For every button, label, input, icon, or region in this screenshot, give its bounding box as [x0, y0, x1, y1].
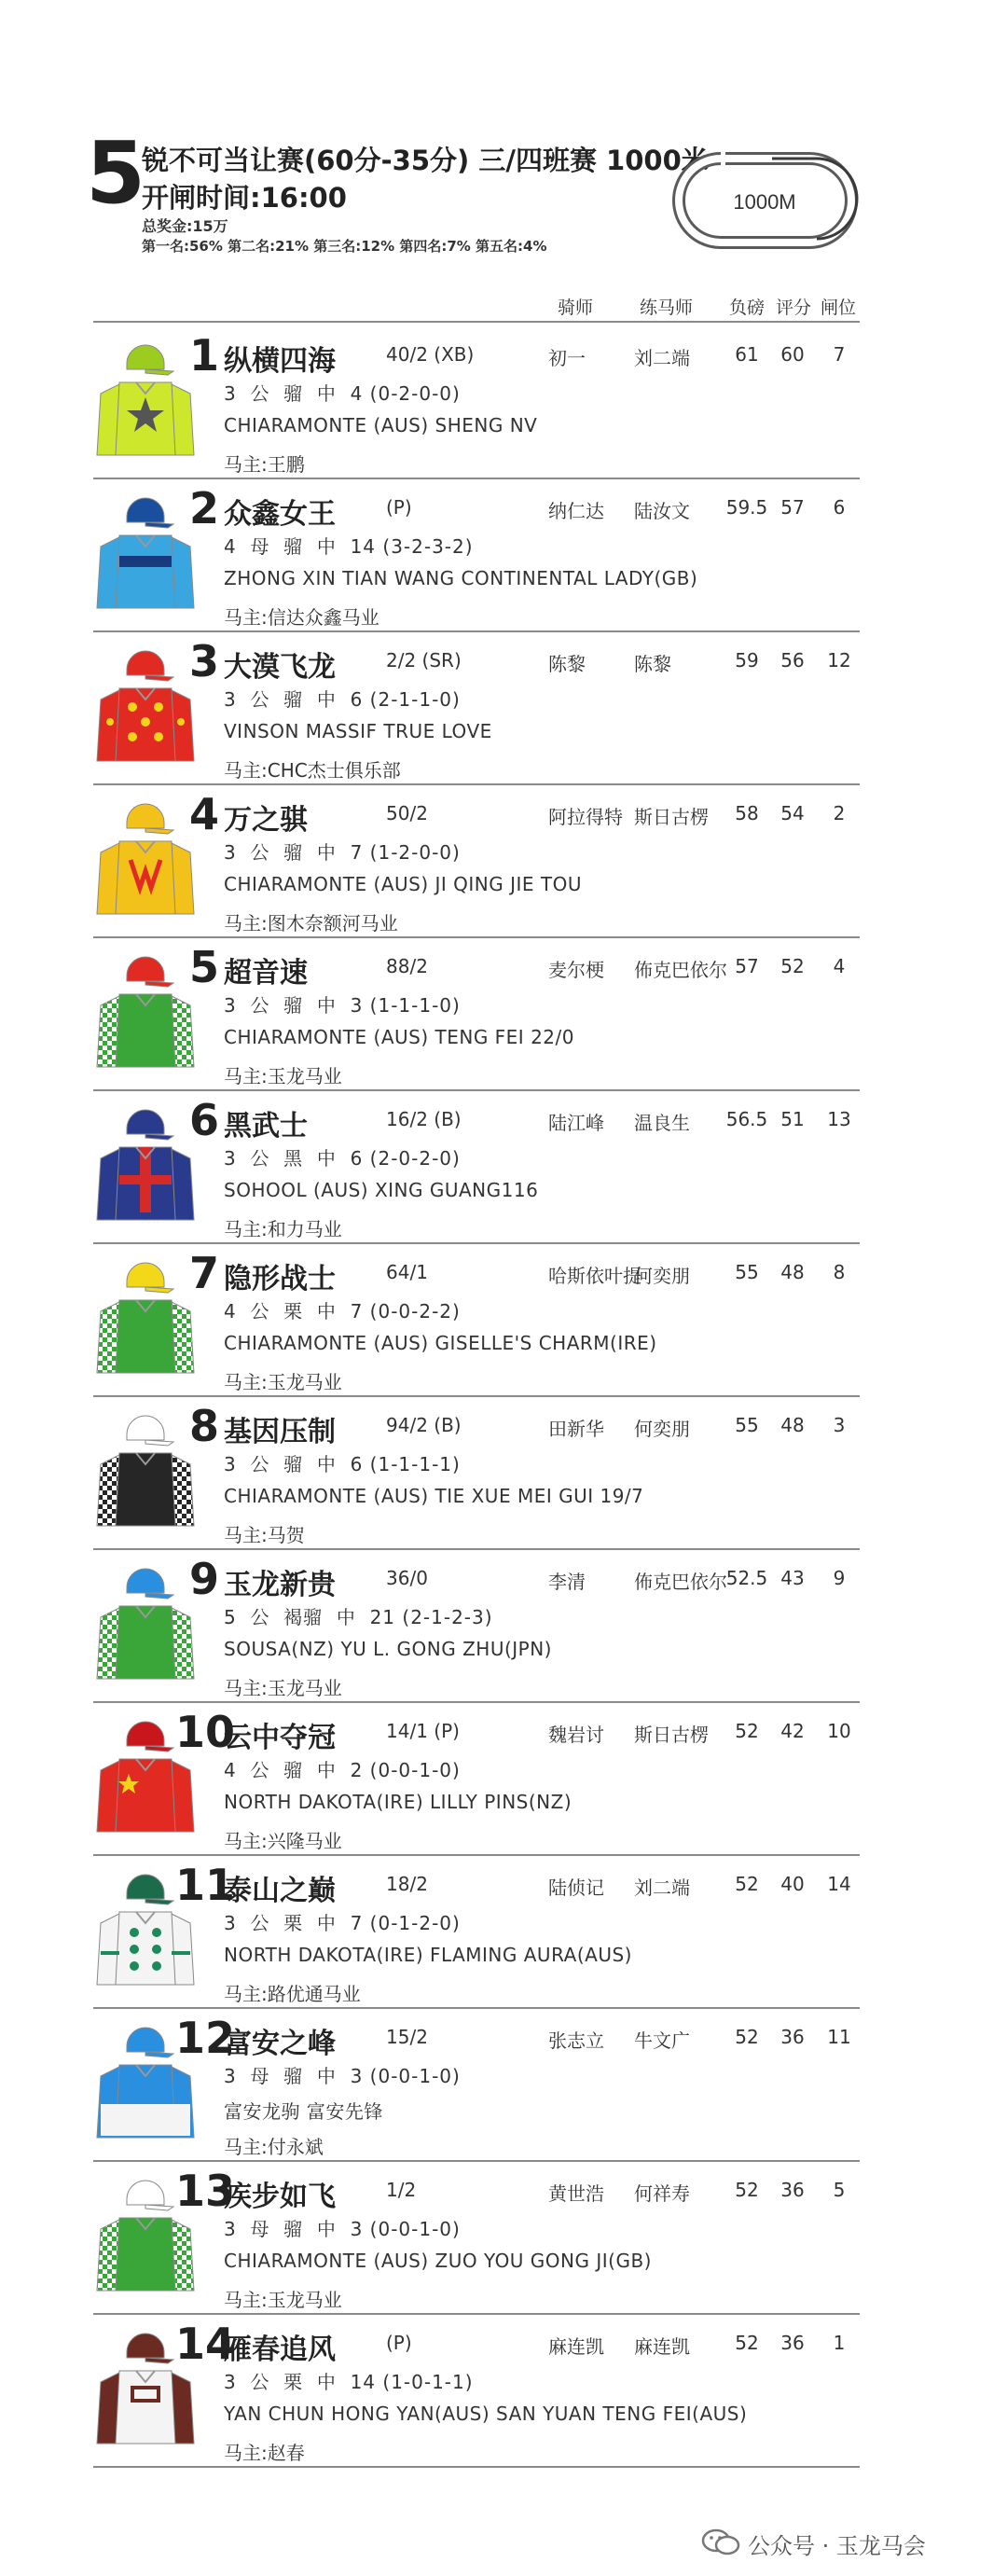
horse-profile: 3 公 栗 中 7 (0-1-2-0): [224, 1912, 461, 1934]
runner-number: 4: [188, 789, 219, 839]
runner-row: [0, 479, 1007, 632]
barrier-draw: 14: [827, 1873, 851, 1895]
horse-name: 众鑫女王: [224, 498, 336, 531]
owner-name: 马主:王鹏: [224, 453, 305, 476]
horse-profile: 3 公 骝 中 3 (1-1-1-0): [224, 994, 461, 1017]
odds: 64/1: [386, 1261, 428, 1283]
jockey-name: 田新华: [548, 1418, 604, 1440]
rating: 57: [780, 496, 805, 519]
carried-weight: 57: [735, 955, 759, 977]
carried-weight: 52: [735, 2026, 759, 2048]
odds: 2/2 (SR): [386, 649, 462, 672]
odds: 50/2: [386, 802, 428, 824]
horse-profile: 3 公 栗 中 14 (1-0-1-1): [224, 2371, 474, 2393]
pedigree: VINSON MASSIF TRUE LOVE: [224, 720, 492, 742]
jockey-name: 张志立: [548, 2029, 604, 2052]
runner-row: [0, 1397, 1007, 1550]
race-header: [0, 0, 1007, 308]
trainer-name: 陆汝文: [634, 500, 690, 522]
carried-weight: 52.5: [725, 1567, 768, 1589]
col-header-jockey: 骑师: [558, 298, 594, 318]
header-divider: [93, 321, 860, 323]
pedigree: 富安龙驹 富安先锋: [224, 2100, 383, 2123]
race-title: 锐不可当让赛(60分-35分) 三/四班赛 1000米: [142, 145, 709, 176]
jockey-name: 麦尔梗: [548, 959, 604, 981]
runner-row: [0, 1703, 1007, 1856]
barrier-draw: 11: [827, 2026, 851, 2048]
trainer-name: 刘二端: [634, 347, 690, 369]
runner-row: [0, 1550, 1007, 1703]
rating: 40: [780, 1873, 805, 1895]
horse-profile: 4 母 骝 中 14 (3-2-3-2): [224, 535, 474, 558]
barrier-draw: 7: [833, 343, 846, 366]
carried-weight: 52: [735, 2332, 759, 2354]
col-header-weight: 负磅: [729, 298, 766, 318]
trainer-name: 温良生: [634, 1112, 690, 1134]
barrier-draw: 12: [827, 649, 851, 672]
rating: 43: [780, 1567, 805, 1589]
carried-weight: 61: [735, 343, 759, 366]
trainer-name: 佈克巴依尔: [634, 959, 727, 981]
horse-name: 黑武士: [224, 1110, 308, 1143]
barrier-draw: 10: [827, 1720, 851, 1742]
carried-weight: 59.5: [725, 496, 768, 519]
runner-row: [0, 1856, 1007, 2009]
trainer-name: 斯日古楞: [634, 806, 709, 828]
runner-number: 7: [188, 1248, 219, 1298]
barrier-draw: 1: [833, 2332, 846, 2354]
runner-number: 8: [188, 1401, 219, 1451]
odds: (P): [386, 2332, 412, 2354]
pedigree: CHIARAMONTE (AUS) SHENG NV: [224, 414, 538, 436]
trainer-name: 麻连凯: [634, 2335, 690, 2358]
runner-number: 14: [175, 2319, 236, 2369]
barrier-draw: 4: [833, 955, 846, 977]
runner-row: [0, 2162, 1007, 2315]
runner-row: [0, 938, 1007, 1091]
horse-profile: 3 公 骝 中 4 (0-2-0-0): [224, 382, 461, 405]
pedigree: CHIARAMONTE (AUS) ZUO YOU GONG JI(GB): [224, 2250, 652, 2272]
rating: 48: [780, 1414, 805, 1436]
runner-row: [0, 1244, 1007, 1397]
rating: 56: [780, 649, 805, 672]
pedigree: NORTH DAKOTA(IRE) LILLY PINS(NZ): [224, 1791, 572, 1813]
horse-name: 超音速: [224, 957, 308, 990]
owner-name: 马主:付永斌: [224, 2136, 324, 2158]
watermark-text: 公众号 · 玉龙马会: [748, 2533, 926, 2559]
odds: 40/2 (XB): [386, 343, 475, 366]
horse-name: 泰山之巅: [224, 1875, 336, 1907]
pedigree: NORTH DAKOTA(IRE) FLAMING AURA(AUS): [224, 1944, 632, 1966]
horse-profile: 3 母 骝 中 3 (0-0-1-0): [224, 2218, 461, 2240]
trainer-name: 陈黎: [634, 653, 671, 675]
horse-name: 富安之峰: [224, 2028, 336, 2060]
horse-profile: 3 公 骝 中 6 (1-1-1-1): [224, 1453, 461, 1475]
runner-row: [0, 632, 1007, 785]
barrier-draw: 6: [833, 496, 846, 519]
runner-row: [0, 1091, 1007, 1244]
pedigree: SOUSA(NZ) YU L. GONG ZHU(JPN): [224, 1638, 552, 1660]
runner-row: [0, 2009, 1007, 2162]
odds: 36/0: [386, 1567, 428, 1589]
horse-profile: 3 公 骝 中 6 (2-1-1-0): [224, 688, 461, 711]
owner-name: 马主:马贺: [224, 1524, 305, 1546]
rating: 48: [780, 1261, 805, 1283]
jockey-name: 初一: [548, 347, 586, 369]
horse-name: 基因压制: [224, 1416, 336, 1448]
owner-name: 马主:兴隆马业: [224, 1830, 342, 1852]
runner-number: 11: [175, 1860, 236, 1910]
odds: 15/2: [386, 2026, 428, 2048]
horse-name: 云中夺冠: [224, 1722, 336, 1754]
horse-profile: 3 公 黑 中 6 (2-0-2-0): [224, 1147, 461, 1170]
barrier-draw: 13: [827, 1108, 851, 1130]
jockey-name: 李清: [548, 1571, 586, 1593]
rating: 36: [780, 2026, 805, 2048]
jockey-name: 纳仁达: [548, 500, 604, 522]
runner-number: 1: [188, 330, 219, 381]
odds: 18/2: [386, 1873, 428, 1895]
odds: 88/2: [386, 955, 428, 977]
horse-profile: 4 公 栗 中 7 (0-0-2-2): [224, 1300, 461, 1323]
owner-name: 马主:和力马业: [224, 1218, 342, 1240]
horse-profile: 3 公 骝 中 7 (1-2-0-0): [224, 841, 461, 864]
jockey-name: 哈斯依叶提: [548, 1265, 641, 1287]
owner-name: 马主:路优通马业: [224, 1983, 361, 2005]
jockey-name: 陈黎: [548, 653, 586, 675]
col-header-trainer: 练马师: [640, 298, 694, 318]
trainer-name: 何祥寿: [634, 2182, 690, 2205]
trainer-name: 佈克巴依尔: [634, 1571, 727, 1593]
odds: 14/1 (P): [386, 1720, 460, 1742]
horse-name: 疾步如飞: [224, 2181, 336, 2213]
race-purse: 总奖金:15万: [142, 217, 228, 235]
carried-weight: 59: [735, 649, 759, 672]
rating: 54: [780, 802, 805, 824]
horse-profile: 5 公 褐骝 中 21 (2-1-2-3): [224, 1606, 493, 1628]
barrier-draw: 9: [833, 1567, 846, 1589]
odds: (P): [386, 496, 412, 519]
rating: 52: [780, 955, 805, 977]
barrier-draw: 3: [833, 1414, 846, 1436]
rating: 36: [780, 2332, 805, 2354]
odds: 1/2: [386, 2179, 417, 2201]
owner-name: 马主:信达众鑫马业: [224, 606, 379, 629]
race-payout-split: 第一名:56% 第二名:21% 第三名:12% 第四名:7% 第五名:4%: [142, 238, 547, 255]
horse-name: 纵横四海: [224, 345, 336, 378]
runner-number: 6: [188, 1095, 219, 1145]
runner-number: 2: [188, 483, 219, 533]
jockey-name: 麻连凯: [548, 2335, 604, 2358]
odds: 16/2 (B): [386, 1108, 462, 1130]
pedigree: SOHOOL (AUS) XING GUANG116: [224, 1179, 539, 1201]
track-distance-label: 1000M: [733, 190, 796, 214]
jockey-name: 魏岩讨: [548, 1724, 604, 1746]
pedigree: YAN CHUN HONG YAN(AUS) SAN YUAN TENG FEI(AUS): [224, 2403, 748, 2425]
horse-name: 大漠飞龙: [224, 651, 336, 684]
runner-number: 3: [188, 636, 219, 686]
pedigree: CHIARAMONTE (AUS) JI QING JIE TOU: [224, 873, 582, 895]
carried-weight: 52: [735, 1873, 759, 1895]
runner-row: [0, 2315, 1007, 2468]
rating: 42: [780, 1720, 805, 1742]
owner-name: 马主:赵春: [224, 2442, 305, 2464]
runner-row: [0, 326, 1007, 479]
runner-number: 9: [188, 1554, 219, 1604]
trainer-name: 刘二端: [634, 1877, 690, 1899]
runner-number: 12: [175, 2013, 236, 2063]
jockey-name: 陆侦记: [548, 1877, 604, 1899]
rating: 60: [780, 343, 805, 366]
trainer-name: 牛文广: [634, 2029, 690, 2052]
pedigree: CHIARAMONTE (AUS) TENG FEI 22/0: [224, 1026, 574, 1048]
rating: 51: [780, 1108, 805, 1130]
pedigree: CHIARAMONTE (AUS) GISELLE'S CHARM(IRE): [224, 1332, 657, 1354]
row-divider: [93, 2466, 860, 2468]
horse-name: 雁春追风: [224, 2334, 336, 2366]
trainer-name: 何奕朋: [634, 1265, 690, 1287]
race-start-time: 开闸时间:16:00: [142, 182, 347, 214]
horse-profile: 3 母 骝 中 3 (0-0-1-0): [224, 2065, 461, 2087]
horse-name: 玉龙新贵: [224, 1569, 336, 1601]
trainer-name: 何奕朋: [634, 1418, 690, 1440]
trainer-name: 斯日古楞: [634, 1724, 709, 1746]
carried-weight: 52: [735, 2179, 759, 2201]
carried-weight: 58: [735, 802, 759, 824]
owner-name: 马主:玉龙马业: [224, 1371, 342, 1393]
col-header-rating: 评分: [776, 298, 812, 318]
runner-number: 10: [175, 1707, 236, 1757]
barrier-draw: 8: [833, 1261, 846, 1283]
carried-weight: 52: [735, 1720, 759, 1742]
owner-name: 马主:玉龙马业: [224, 2289, 342, 2311]
jockey-name: 黄世浩: [548, 2182, 604, 2205]
odds: 94/2 (B): [386, 1414, 462, 1436]
barrier-draw: 5: [833, 2179, 846, 2201]
col-header-draw: 闸位: [821, 298, 857, 318]
rating: 36: [780, 2179, 805, 2201]
owner-name: 马主:玉龙马业: [224, 1065, 342, 1087]
pedigree: ZHONG XIN TIAN WANG CONTINENTAL LADY(GB): [224, 567, 698, 589]
barrier-draw: 2: [833, 802, 846, 824]
horse-name: 万之骐: [224, 804, 308, 837]
runner-number: 13: [175, 2166, 236, 2216]
owner-name: 马主:CHC杰士俱乐部: [224, 759, 401, 782]
jockey-name: 阿拉得特: [548, 806, 623, 828]
owner-name: 马主:玉龙马业: [224, 1677, 342, 1699]
runner-row: [0, 785, 1007, 938]
runner-number: 5: [188, 942, 219, 992]
owner-name: 马主:图木奈额河马业: [224, 912, 398, 935]
track-diagram-icon: [669, 149, 860, 254]
jockey-name: 陆江峰: [548, 1112, 604, 1134]
pedigree: CHIARAMONTE (AUS) TIE XUE MEI GUI 19/7: [224, 1485, 644, 1507]
carried-weight: 55: [735, 1414, 759, 1436]
wechat-icon: [701, 2528, 742, 2557]
carried-weight: 56.5: [725, 1108, 768, 1130]
horse-name: 隐形战士: [224, 1263, 336, 1295]
race-number: 5: [86, 123, 146, 223]
carried-weight: 55: [735, 1261, 759, 1283]
horse-profile: 4 公 骝 中 2 (0-0-1-0): [224, 1759, 461, 1781]
